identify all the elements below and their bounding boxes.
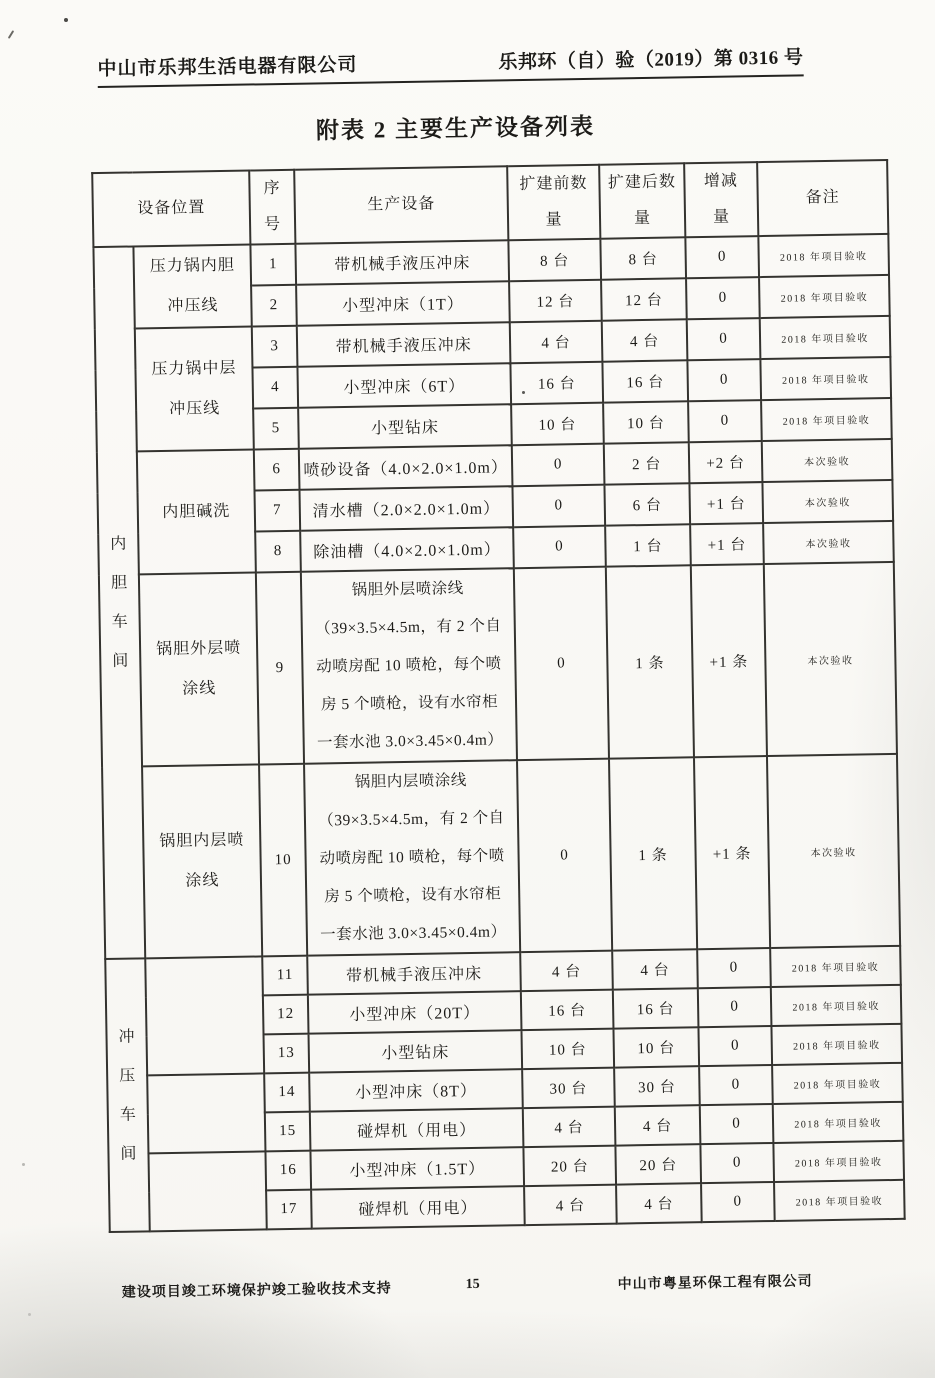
cell-remark: 2018 年项目验收 (770, 946, 901, 987)
cell-device: 锅胆内层喷涂线 （39×3.5×4.5m，有 2 个自 动喷房配 10 喷枪，每个喷 房 5 个喷枪，设有水帘柜 一套水池 3.0×3.45×0.4m） (304, 760, 520, 956)
cell-qty-before: 10 台 (511, 403, 604, 446)
cell-device: 带机械手液压冲床 (295, 240, 509, 285)
document-number: 乐邦环（自）验（2019）第 0316 号 (498, 47, 804, 74)
cell-qty-change: 0 (686, 277, 760, 319)
cell-seq-no: 4 (252, 367, 298, 409)
col-header-qty-change: 增减 量 (684, 162, 758, 237)
cell-qty-change: 0 (697, 948, 771, 988)
cell-qty-after: 2 台 (604, 442, 690, 484)
cell-seq-no: 17 (266, 1190, 312, 1230)
cell-qty-before: 16 台 (510, 362, 603, 405)
table-row (102, 754, 900, 959)
cell-qty-after: 10 台 (603, 401, 689, 443)
cell-qty-before: 12 台 (509, 280, 602, 323)
cell-qty-before: 0 (517, 759, 612, 952)
col-header-qty-after: 扩建后数 量 (599, 163, 685, 238)
cell-qty-change: 0 (698, 1026, 772, 1066)
cell-seq-no: 16 (265, 1151, 311, 1191)
cell-remark: 本次验收 (763, 521, 894, 564)
cell-device: 小型钻床 (309, 1030, 523, 1073)
cell-qty-after: 30 台 (614, 1066, 700, 1106)
table-header-row (92, 160, 888, 247)
cell-qty-change: 0 (701, 1182, 775, 1222)
cell-qty-after: 20 台 (615, 1144, 701, 1184)
cell-device: 小型冲床（8T） (309, 1069, 523, 1112)
cell-device: 除油槽（4.0×2.0×1.0m） (300, 527, 514, 572)
cell-qty-after: 1 条 (609, 757, 697, 950)
cell-qty-before: 4 台 (523, 1107, 616, 1148)
cell-remark: 本次验收 (762, 439, 893, 482)
cell-qty-after: 16 台 (613, 988, 699, 1028)
cell-seq-no: 7 (255, 490, 301, 532)
cell-device: 小型冲床（20T） (308, 991, 522, 1034)
cell-device: 碰焊机（用电） (311, 1186, 525, 1229)
cell-location: 压力锅内胆 冲压线 (133, 245, 251, 329)
cell-seq-no: 3 (252, 326, 298, 368)
col-header-location: 设备位置 (92, 171, 250, 248)
cell-qty-after: 16 台 (602, 360, 688, 402)
cell-qty-after: 10 台 (613, 1027, 699, 1067)
cell-seq-no: 12 (263, 995, 309, 1035)
cell-qty-before: 20 台 (523, 1146, 616, 1187)
footer-left-text: 建设项目竣工环境保护竣工验收技术支持 (121, 1281, 392, 1301)
cell-seq-no: 10 (259, 764, 307, 957)
cell-qty-change: +1 台 (689, 482, 763, 524)
cell-device: 带机械手液压冲床 (297, 322, 511, 367)
cell-location: 压力锅中层 冲压线 (135, 327, 254, 452)
cell-location-empty (147, 1073, 265, 1153)
cell-workshop: 冲 压 车 间 (105, 958, 150, 1232)
cell-seq-no: 14 (264, 1073, 310, 1113)
cell-qty-change: +1 条 (691, 564, 767, 757)
footer-right-text: 中山市粤星环保工程有限公司 (617, 1274, 813, 1293)
cell-qty-after: 1 条 (606, 565, 694, 758)
cell-qty-change: 0 (700, 1104, 774, 1144)
cell-remark: 2018 年项目验收 (761, 398, 892, 441)
cell-device: 小型钻床 (298, 404, 512, 449)
cell-seq-no: 8 (255, 531, 301, 573)
cell-seq-no: 5 (253, 408, 299, 450)
cell-location: 内胆碱洗 (137, 449, 256, 574)
company-name: 中山市乐邦生活电器有限公司 (97, 54, 358, 81)
cell-location-empty (148, 1151, 266, 1231)
cell-qty-change: +2 台 (689, 441, 763, 483)
cell-remark: 2018 年项目验收 (760, 316, 891, 359)
cell-location-empty (145, 956, 264, 1075)
col-header-remark: 备注 (757, 160, 888, 236)
cell-remark: 2018 年项目验收 (774, 1180, 905, 1221)
cell-qty-after: 4 台 (615, 1105, 701, 1145)
cell-seq-no: 13 (264, 1034, 310, 1074)
cell-qty-change: 0 (685, 236, 759, 278)
cell-device: 碰焊机（用电） (310, 1108, 524, 1151)
cell-device: 小型冲床（6T） (297, 363, 511, 408)
cell-remark: 2018 年项目验收 (771, 985, 902, 1026)
cell-qty-before: 4 台 (524, 1185, 617, 1226)
cell-qty-change: +1 条 (694, 756, 770, 949)
cell-qty-before: 0 (512, 444, 605, 487)
cell-qty-after: 4 台 (602, 319, 688, 361)
cell-remark: 2018 年项目验收 (760, 357, 891, 400)
cell-location: 锅胆内层喷 涂线 (142, 764, 262, 958)
page-header (97, 42, 803, 88)
cell-seq-no: 6 (254, 449, 300, 491)
cell-qty-before: 16 台 (521, 990, 614, 1031)
cell-qty-change: 0 (700, 1143, 774, 1183)
cell-qty-before: 30 台 (522, 1068, 615, 1109)
table-row (99, 562, 897, 767)
col-header-seq: 序 号 (249, 170, 295, 245)
cell-remark: 2018 年项目验收 (758, 234, 889, 277)
cell-remark: 2018 年项目验收 (773, 1141, 904, 1182)
cell-remark: 本次验收 (767, 754, 900, 948)
cell-remark: 2018 年项目验收 (772, 1063, 903, 1104)
cell-device: 喷砂设备（4.0×2.0×1.0m） (299, 445, 513, 490)
cell-qty-change: +1 台 (690, 523, 764, 565)
cell-qty-before: 4 台 (520, 951, 613, 992)
cell-workshop: 内 胆 车 间 (93, 246, 145, 959)
cell-remark: 2018 年项目验收 (773, 1102, 904, 1143)
cell-qty-after: 1 台 (605, 524, 691, 566)
cell-qty-change: 0 (699, 1065, 773, 1105)
table-title: 附表 2 主要生产设备列表 (315, 113, 596, 144)
cell-qty-after: 8 台 (600, 237, 686, 279)
cell-qty-after: 6 台 (604, 483, 690, 525)
col-header-qty-before: 扩建前数 量 (507, 165, 600, 241)
col-header-device: 生产设备 (294, 166, 508, 244)
cell-qty-before: 4 台 (510, 321, 603, 364)
cell-qty-after: 12 台 (601, 278, 687, 320)
cell-device: 小型冲床（1T） (296, 281, 510, 326)
cell-seq-no: 11 (262, 956, 308, 996)
cell-seq-no: 1 (250, 244, 296, 286)
cell-remark: 2018 年项目验收 (771, 1024, 902, 1065)
cell-location: 锅胆外层喷 涂线 (139, 572, 259, 766)
cell-qty-change: 0 (687, 318, 761, 360)
cell-qty-after: 4 台 (616, 1183, 702, 1223)
cell-device: 小型冲床（1.5T） (310, 1147, 524, 1190)
cell-remark: 本次验收 (764, 562, 897, 756)
cell-qty-change: 0 (698, 987, 772, 1027)
cell-qty-before: 0 (513, 526, 606, 569)
cell-qty-before: 8 台 (508, 239, 601, 282)
cell-qty-before: 10 台 (521, 1029, 614, 1070)
cell-seq-no: 2 (251, 285, 297, 327)
cell-qty-after: 4 台 (612, 949, 698, 989)
cell-seq-no: 9 (256, 572, 304, 765)
cell-qty-before: 0 (512, 485, 605, 528)
footer-page-number: 15 (465, 1276, 480, 1293)
cell-seq-no: 15 (265, 1112, 311, 1152)
cell-device: 清水槽（2.0×2.0×1.0m） (300, 486, 514, 531)
cell-qty-before: 0 (514, 567, 609, 760)
cell-device: 锅胆外层喷涂线 （39×3.5×4.5m，有 2 个自 动喷房配 10 喷枪，每个喷 房 5 个喷枪，设有水帘柜 一套水池 3.0×3.45×0.4m） (301, 568, 517, 764)
equipment-table (91, 159, 905, 1233)
cell-qty-change: 0 (688, 400, 762, 442)
cell-device: 带机械手液压冲床 (307, 952, 521, 995)
cell-remark: 本次验收 (762, 480, 893, 523)
cell-remark: 2018 年项目验收 (759, 275, 890, 318)
cell-qty-change: 0 (687, 359, 761, 401)
